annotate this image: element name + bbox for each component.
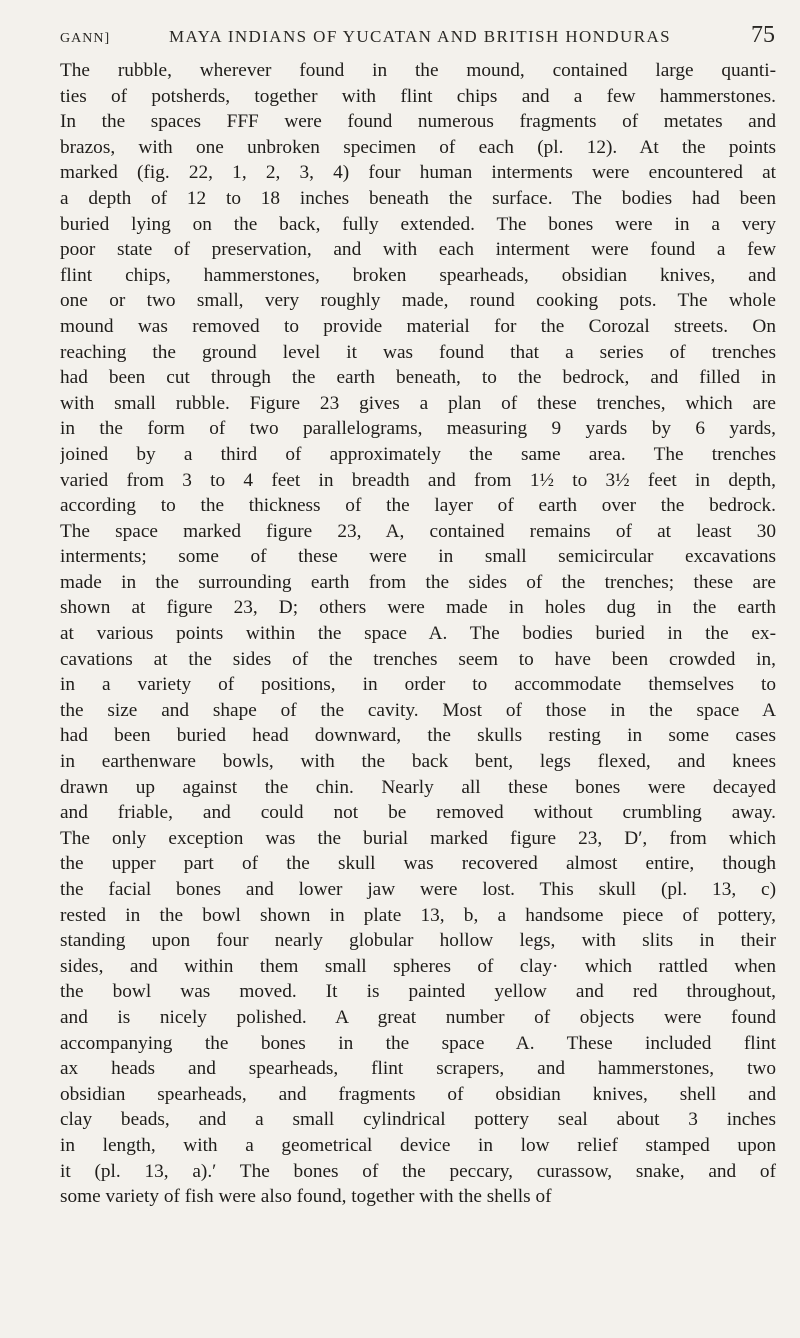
text-line: in length, with a geometrical device in low relief stamped upon [60, 1134, 776, 1156]
text-line: the size and shape of the cavity. Most of those in the space A [60, 699, 776, 721]
text-line: in earthenware bowls, with the back bent, legs flexed, and knees [60, 751, 776, 773]
text-line: a depth of 12 to 18 inches beneath the surface. The bodies had been [60, 187, 776, 209]
text-line: poor state of preservation, and with each interment were found a few [60, 239, 776, 261]
text-line: interments; some of these were in small semicircular excavations [60, 546, 776, 568]
text-line: marked (fig. 22, 1, 2, 3, 4) four human interments were encountered at [60, 162, 776, 184]
text-line: the upper part of the skull was recovered almost entire, though [60, 853, 776, 875]
text-line: accompanying the bones in the space A. These included flint [60, 1032, 776, 1054]
text-line: cavations at the sides of the trenches seem to have been crowded in, [60, 648, 776, 670]
text-line: one or two small, very roughly made, round cooking pots. The whole [60, 290, 776, 312]
page-number: 75 [751, 22, 775, 48]
text-line: had been buried head downward, the skulls resting in some cases [60, 725, 776, 747]
text-line: joined by a third of approximately the same area. The trenches [60, 443, 776, 465]
body-paragraph [60, 58, 776, 1210]
text-line: mound was removed to provide material for the Corozal streets. On [60, 315, 776, 337]
text-line: flint chips, hammerstones, broken spearheads, obsidian knives, and [60, 264, 776, 286]
author-running-head: GANN] [60, 31, 111, 46]
title-running-head: MAYA INDIANS OF YUCATAN AND BRITISH HONDURAS [169, 27, 671, 46]
text-line: the facial bones and lower jaw were lost. This skull (pl. 13, c) [60, 879, 776, 900]
text-line: clay beads, and a small cylindrical pottery seal about 3 inches [60, 1109, 776, 1131]
text-line: obsidian spearheads, and fragments of obsidian knives, shell and [60, 1083, 776, 1105]
text-line: the bowl was moved. It is painted yellow and red throughout, [60, 981, 776, 1003]
text-line: ax heads and spearheads, flint scrapers, and hammerstones, two [60, 1058, 776, 1080]
text-line: rested in the bowl shown in plate 13, b, a handsome piece of pottery, [60, 904, 776, 926]
text-line: brazos, with one unbroken specimen of each (pl. 12). At the points [60, 136, 776, 158]
text-line: according to the thickness of the layer of earth over the bedrock. [60, 495, 776, 517]
text-line: in the form of two parallelograms, measuring 9 yards by 6 yards, [60, 418, 776, 440]
text-line: drawn up against the chin. Nearly all these bones were decayed [60, 776, 776, 798]
text-line: with small rubble. Figure 23 gives a plan of these trenches, which are [60, 392, 776, 414]
text-line: had been cut through the earth beneath, to the bedrock, and filled in [60, 367, 776, 389]
text-line: in a variety of positions, in order to accommodate themselves to [60, 674, 776, 696]
text-line: sides, and within them small spheres of clay· which rattled when [60, 955, 776, 977]
text-line: The only exception was the burial marked figure 23, D′, from which [60, 827, 776, 849]
text-line: The rubble, wherever found in the mound, contained large quanti- [60, 60, 776, 81]
running-head [60, 22, 775, 52]
text-line: shown at figure 23, D; others were made in holes dug in the earth [60, 597, 776, 619]
text-line: and friable, and could not be removed without crumbling away. [60, 802, 776, 824]
text-line: varied from 3 to 4 feet in breadth and from 1½ to 3½ feet in depth, [60, 469, 776, 491]
text-line: reaching the ground level it was found that a series of trenches [60, 341, 776, 363]
text-line: The space marked figure 23, A, contained remains of at least 30 [60, 520, 776, 542]
text-line: made in the surrounding earth from the sides of the trenches; these are [60, 571, 776, 593]
text-line: buried lying on the back, fully extended. The bones were in a very [60, 213, 776, 235]
text-line: some variety of fish were also found, together with the shells of [60, 1186, 552, 1208]
text-line: it (pl. 13, a).ʹ The bones of the peccary, curassow, snake, and of [60, 1160, 776, 1182]
text-line: In the spaces FFF were found numerous fragments of metates and [60, 111, 776, 133]
text-line: standing upon four nearly globular hollow legs, with slits in their [60, 930, 776, 952]
text-line: ties of potsherds, together with flint chips and a few hammerstones. [60, 85, 776, 107]
text-line: and is nicely polished. A great number of objects were found [60, 1006, 776, 1028]
text-line: at various points within the space A. The bodies buried in the ex- [60, 623, 776, 645]
